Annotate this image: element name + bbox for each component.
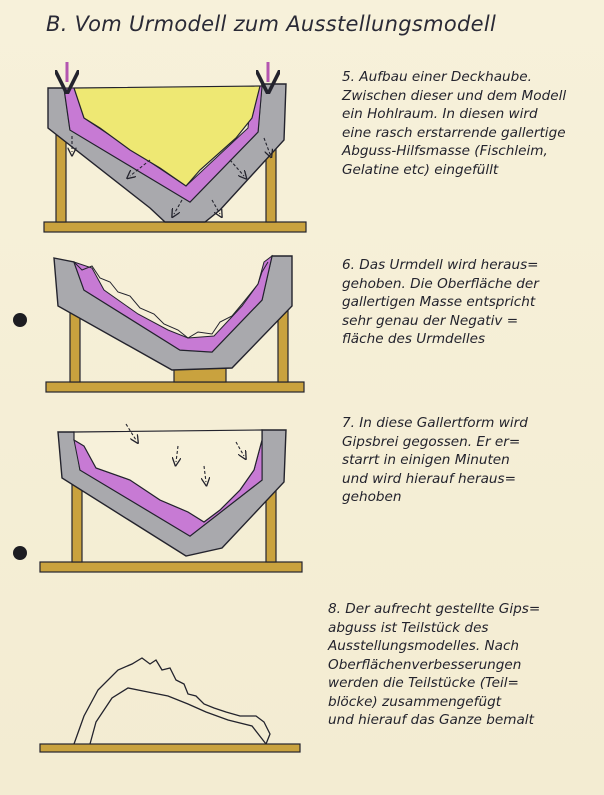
figure-6	[46, 256, 304, 392]
base-board	[40, 744, 300, 752]
plaster-cast-upright	[74, 658, 270, 744]
figure-5	[44, 62, 306, 232]
base-board	[44, 222, 306, 232]
step-8-text: 8. Der aufrecht gestellte Gips= abguss ist Teilstück des Ausstellungsmodelles. Nach Oberflächenverbesserungen werden die Teilstücke (Teil= blöcke) zusammengefügt und hierauf das Ganze bemalt	[328, 601, 541, 728]
step-6-text: 6. Das Urmdell wird heraus= gehoben. Die Oberfläche der gallertigen Masse entspricht sehr genau der Negativ = fläche des Urmdelles	[342, 257, 539, 347]
base-board	[40, 562, 302, 572]
step-7-text: 7. In diese Gallertform wird Gipsbrei gegossen. Er er= starrt in einigen Minuten und wird hierauf heraus= gehoben	[342, 415, 528, 505]
figure-7	[40, 424, 302, 572]
figure-8	[40, 658, 300, 752]
step-5-text: 5. Aufbau einer Deckhaube. Zwischen dieser und dem Modell ein Hohlraum. In diesen wird eine rasch erstarrende gallertige Abguss-Hilfsmasse (Fischleim, Gelatine etc) eingefüllt	[342, 69, 567, 178]
page-title: B. Vom Urmodell zum Ausstellungsmodell	[46, 12, 497, 36]
base-board	[46, 382, 304, 392]
